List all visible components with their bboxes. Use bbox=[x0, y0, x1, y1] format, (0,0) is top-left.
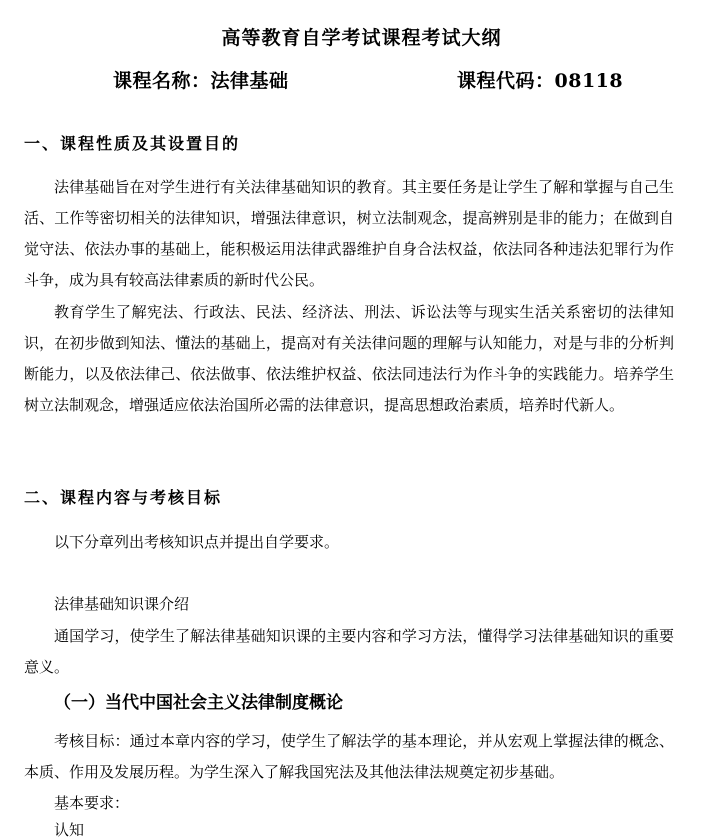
section2-intro: 以下分章列出考核知识点并提出自学要求。 bbox=[54, 533, 340, 551]
section1-paragraph-1: 法律基础旨在对学生进行有关法律基础知识的教育。其主要任务是让学生了解和掌握与自己生活、工作等密切相关的法律知识，增强法律意识，树立法制观念，提高辨别是非的能力；在做到自觉守法、依法办事的基础上，能积极运用法律武器维护自身合法权益，依法同各种违法犯罪行为作斗争，成为具有较高法律素质的新时代公民。 bbox=[24, 178, 674, 289]
basic-requirements-label: 基本要求： bbox=[54, 794, 130, 812]
section1-paragraph-2: 教育学生了解宪法、行政法、民法、经济法、刑法、诉讼法等与现实生活关系密切的法律知识，在初步做到知法、懂法的基础上，提高对有关法律问题的理解与认知能力，对是与非的分析判断能力，以及依法律己、依法做事、依法维护权益、依法同违法行为作斗争的实践能力。培养学生树立法制观念，增强适应依法治国所必需的法律意识，提高思想政治素质，培养时代新人。 bbox=[24, 303, 674, 414]
course-name: 课程名称：法律基础 bbox=[113, 70, 289, 92]
recognize-label: 认知 bbox=[54, 821, 85, 839]
course-intro-title: 法律基础知识课介绍 bbox=[54, 595, 190, 613]
document-title: 高等教育自学考试课程考试大纲 bbox=[221, 27, 502, 49]
chapter-1-heading: （一）当代中国社会主义法律制度概论 bbox=[54, 693, 343, 713]
course-intro-text: 通国学习，使学生了解法律基础知识课的主要内容和学习方法，懂得学习法律基础知识的重要意义。 bbox=[24, 627, 674, 676]
chapter-1-objective: 考核目标：通过本章内容的学习，使学生了解法学的基本理论，并从宏观上掌握法律的概念、本质、作用及发展历程。为学生深入了解我国宪法及其他法律法规奠定初步基础。 bbox=[24, 732, 674, 781]
course-code: 课程代码：08118 bbox=[457, 70, 624, 92]
section-heading-2: 二、课程内容与考核目标 bbox=[24, 488, 223, 507]
section-heading-1: 一、课程性质及其设置目的 bbox=[24, 134, 241, 153]
